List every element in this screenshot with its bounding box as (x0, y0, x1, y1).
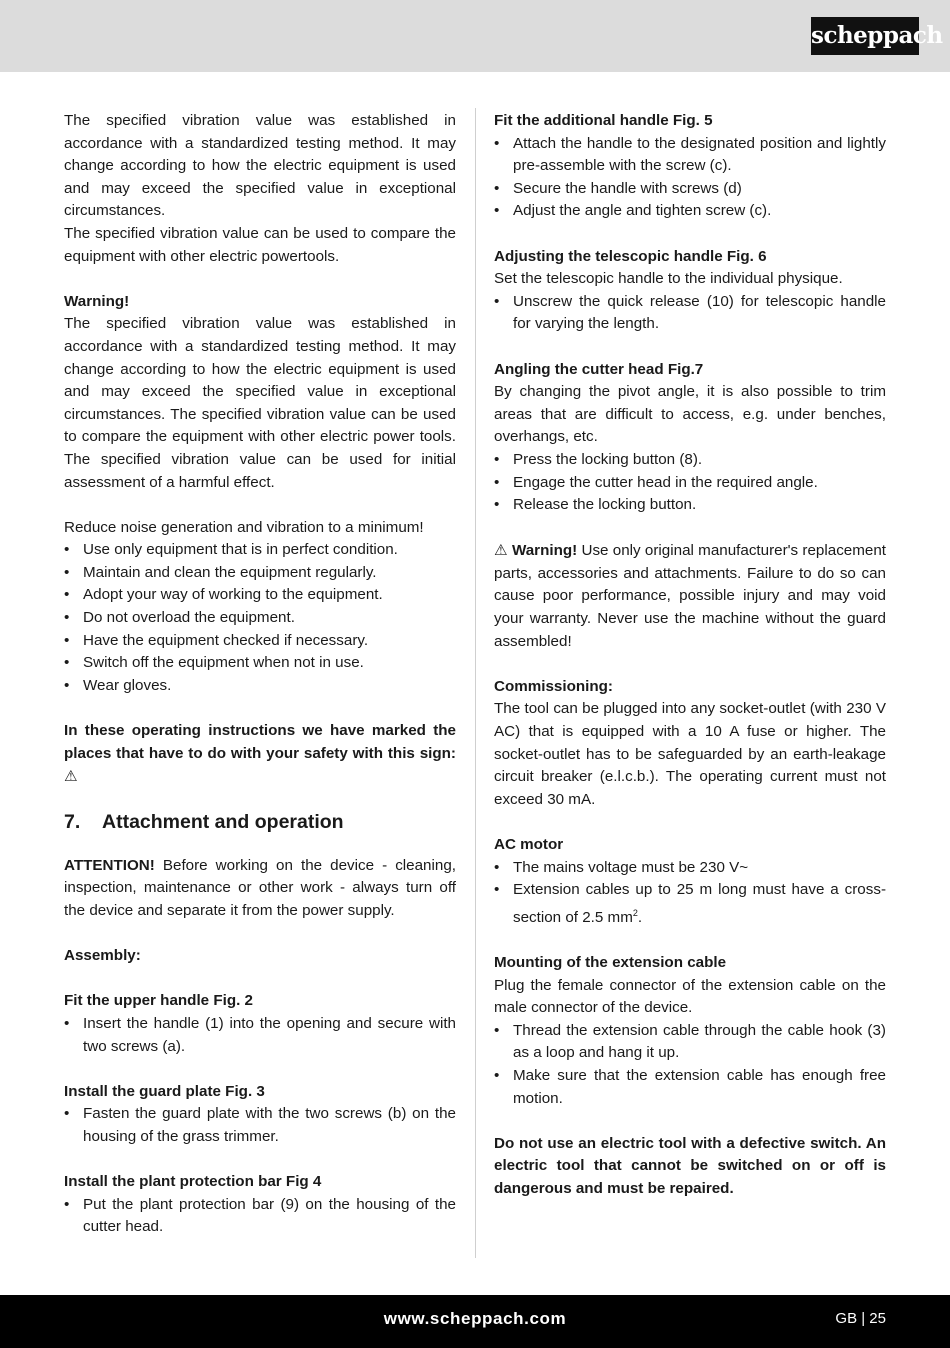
angling-intro: By changing the pivot angle, it is also possible to trim areas that are difficult to access, e.g. under benches, overhangs, etc. (494, 383, 886, 446)
list-item: • Wear gloves. (64, 675, 456, 698)
list-item: • Extension cables up to 25 m long must have a cross-section of 2.5 $mm^2$. (494, 879, 886, 929)
left-column (64, 110, 456, 1239)
guard-plate-list (64, 1103, 456, 1148)
list-item: • The mains voltage must be 230 V~ (494, 857, 886, 880)
list-item: • Adjust the angle and tighten screw (c). (494, 200, 886, 223)
commissioning-heading: Commissioning: (494, 677, 613, 695)
column-divider (475, 108, 476, 1258)
warning-heading: Warning! (64, 292, 130, 310)
list-item: • Have the equipment checked if necessary. (64, 630, 456, 653)
assembly-heading: Assembly: (64, 947, 141, 965)
ac-motor-list (494, 857, 886, 930)
upper-handle-heading: Fit the upper handle Fig. 2 (64, 992, 254, 1010)
angling-list (494, 449, 886, 517)
scheppach-logo: scheppach (811, 17, 919, 55)
vibration-compare-paragraph: The specified vibration value can be used to compare the equipment with other electric powertools. (64, 224, 456, 265)
telescopic-heading: Adjusting the telescopic handle Fig. 6 (494, 247, 767, 265)
list-item: • Use only equipment that is in perfect condition. (64, 539, 456, 562)
list-item: • Do not overload the equipment. (64, 607, 456, 630)
reduce-list (64, 539, 456, 697)
right-column (494, 110, 886, 1201)
upper-handle-list (64, 1013, 456, 1058)
extension-cable-heading: Mounting of the extension cable (494, 954, 727, 972)
protection-bar-list (64, 1194, 456, 1239)
list-item: • Thread the extension cable through the cable hook (3) as a loop and hang it up. (494, 1020, 886, 1065)
list-item: • Put the plant protection bar (9) on the housing of the cutter head. (64, 1194, 456, 1239)
section-heading: 7. Attachment and operation (64, 810, 344, 833)
switch-warning: Do not use an electric tool with a defective switch. An electric tool that cannot be switched on or off is dangerous and must be repaired. (494, 1134, 886, 1197)
warning-paragraph: ⚠ Warning! Use only original manufacturer's replacement parts, accessories and attachments. Failure to do so can cause poor performance, possible injury and may void your warranty. Never use the machine without the guard assembled! (494, 541, 887, 650)
list-item: • Adopt your way of working to the equipment. (64, 584, 456, 607)
guard-plate-heading: Install the guard plate Fig. 3 (64, 1082, 265, 1100)
safety-note: In these operating instructions we have marked the places that have to do with your safety with this sign: ⚠ (64, 722, 456, 786)
protection-bar-heading: Install the plant protection bar Fig 4 (64, 1173, 322, 1191)
ac-motor-heading: AC motor (494, 836, 564, 853)
warning-icon: ⚠ (64, 767, 78, 786)
page-header (0, 0, 950, 72)
extension-cable-intro: Plug the female connector of the extension cable on the male connector of the device. (494, 976, 886, 1017)
additional-handle-list (494, 133, 886, 223)
vibration-paragraph: The specified vibration value was established in accordance with a standardized testing method. It may change according to how the electric equipment is used and may exceed the specified value in exceptional circumstances. (64, 112, 456, 220)
list-item: • Engage the cutter head in the required angle. (494, 472, 886, 495)
warning-paragraph: The specified vibration value was established in accordance with a standardized testing method. It may change according to how the electric equipment is used and may exceed the specified value in exceptional circumstances. The specified vibration value can be used to compare the equipment with other electric power tools. The specified vibration value can be used for initial assessment of a harmful effect. (64, 315, 456, 491)
attention-paragraph: ATTENTION! Before working on the device - cleaning, inspection, maintenance or other work - always turn off the device and separate it from the power supply. (64, 856, 456, 919)
list-item: • Press the locking button (8). (494, 449, 886, 472)
warning-icon: ⚠ (494, 541, 508, 560)
list-item: • Fasten the guard plate with the two screws (b) on the housing of the grass trimmer. (64, 1103, 456, 1148)
telescopic-intro: Set the telescopic handle to the individual physique. (494, 270, 843, 288)
reduce-intro: Reduce noise generation and vibration to a minimum! (64, 518, 424, 536)
list-item: • Unscrew the quick release (10) for telescopic handle for varying the length. (494, 291, 886, 336)
list-item: • Switch off the equipment when not in use. (64, 652, 456, 675)
list-item: • Attach the handle to the designated position and lightly pre-assemble with the screw (c). (494, 133, 886, 178)
list-item: • Insert the handle (1) into the opening and secure with two screws (a). (64, 1013, 456, 1058)
additional-handle-heading: Fit the additional handle Fig. 5 (494, 112, 713, 129)
page-number: GB | 25 (835, 1310, 886, 1327)
list-item: • Release the locking button. (494, 494, 886, 517)
list-item: • Maintain and clean the equipment regularly. (64, 562, 456, 585)
page-footer (0, 1295, 950, 1348)
list-item: • Make sure that the extension cable has enough free motion. (494, 1065, 886, 1110)
telescopic-list (494, 291, 886, 336)
extension-cable-list (494, 1020, 886, 1110)
angling-heading: Angling the cutter head Fig.7 (494, 360, 704, 378)
footer-url[interactable]: www.scheppach.com (383, 1309, 567, 1328)
list-item: • Secure the handle with screws (d) (494, 178, 886, 201)
commissioning-text: The tool can be plugged into any socket-outlet (with 230 V AC) that is equipped with a 10 A fuse or higher. The socket-outlet has to be safeguarded by an earth-leakage circuit breaker (e.l.c.b.). The operating current must not exceed 30 mA. (494, 700, 886, 808)
